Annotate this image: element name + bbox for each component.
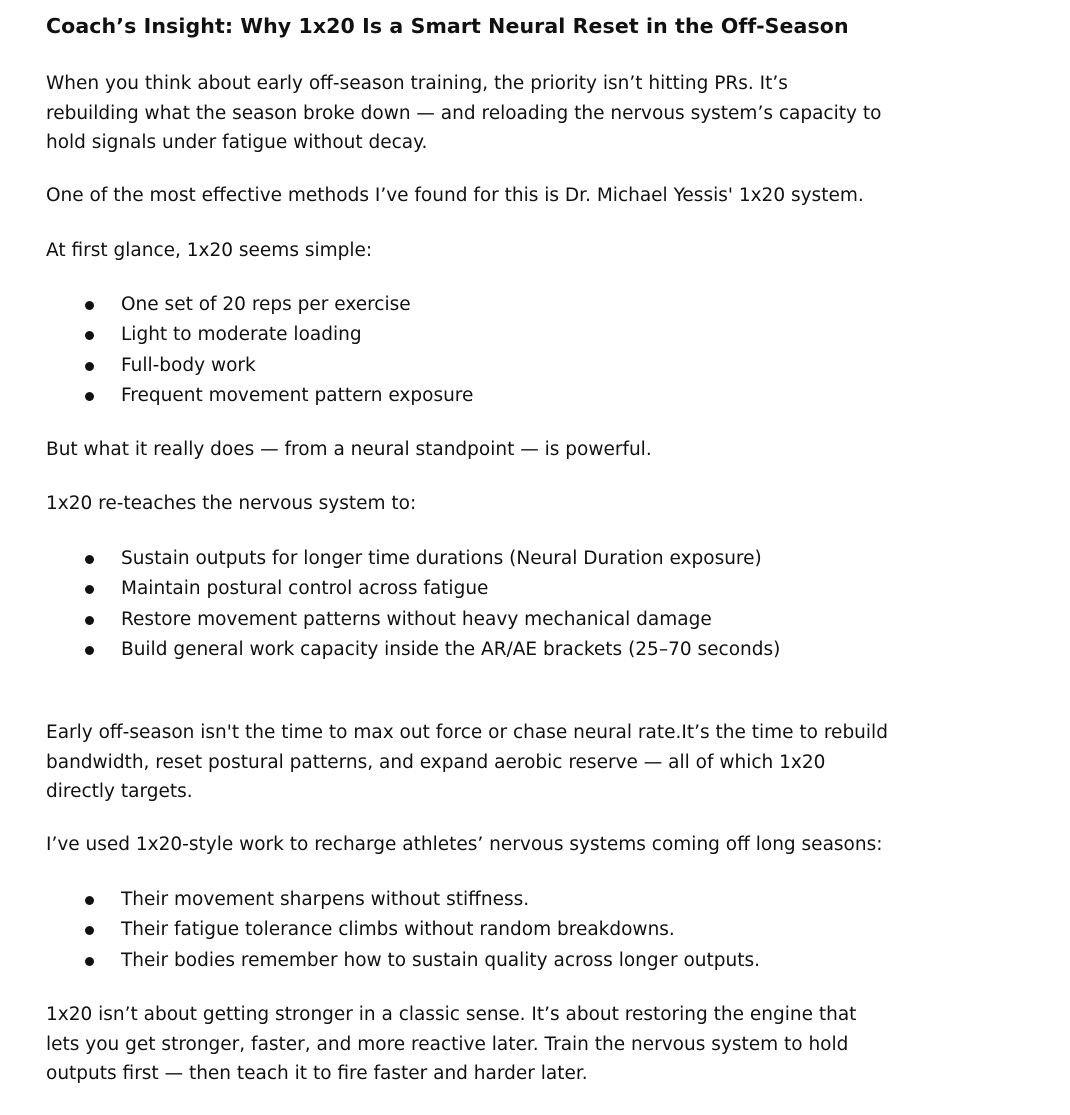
bullet-icon xyxy=(85,896,94,905)
intro-paragraph xyxy=(46,69,1036,158)
glance-paragraph: At first glance, 1x20 seems simple: xyxy=(46,240,373,261)
simple-features-list xyxy=(46,290,473,411)
closing-line-3: outputs first — then teach it to fire faster and harder later. xyxy=(46,1063,588,1084)
used-paragraph: I’ve used 1x20-style work to recharge athletes’ nervous systems coming off long seasons: xyxy=(46,834,883,855)
bullet-icon xyxy=(85,362,94,371)
powerful-paragraph: But what it really does — from a neural standpoint — is powerful. xyxy=(46,439,652,460)
early-offseason-paragraph xyxy=(46,718,1036,807)
list-item: Restore movement patterns without heavy mechanical damage xyxy=(46,605,780,635)
bullet-icon xyxy=(85,616,94,625)
list-item: Light to moderate loading xyxy=(46,320,473,350)
closing-paragraph xyxy=(46,1000,1036,1089)
early-line-1: Early off-season isn't the time to max out force or chase neural rate.It’s the time to rebuild xyxy=(46,722,888,743)
closing-line-2: lets you get stronger, faster, and more reactive later. Train the nervous system to hold xyxy=(46,1033,849,1055)
bullet-icon xyxy=(85,646,94,655)
reteaches-paragraph: 1x20 re-teaches the nervous system to: xyxy=(46,493,417,514)
article-title: Coach’s Insight: Why 1x20 Is a Smart Neural Reset in the Off-Season xyxy=(46,14,849,38)
list-item: Their movement sharpens without stiffness. xyxy=(46,885,760,915)
list-item: Maintain postural control across fatigue xyxy=(46,574,780,604)
closing-line-1: 1x20 isn’t about getting stronger in a classic sense. It’s about restoring the engine that xyxy=(46,1004,857,1025)
list-item: Their fatigue tolerance climbs without random breakdowns. xyxy=(46,915,760,945)
list-item: Their bodies remember how to sustain quality across longer outputs. xyxy=(46,946,760,976)
list-item: Build general work capacity inside the AR/AE brackets (25–70 seconds) xyxy=(46,635,780,665)
bullet-icon xyxy=(85,301,94,310)
bullet-icon xyxy=(85,555,94,564)
bullet-icon xyxy=(85,585,94,594)
neural-benefits-list xyxy=(46,544,780,665)
early-line-2: bandwidth, reset postural patterns, and expand aerobic reserve — all of which 1x20 xyxy=(46,751,826,773)
bullet-icon xyxy=(85,926,94,935)
bullet-icon xyxy=(85,392,94,401)
list-item: Full-body work xyxy=(46,351,473,381)
results-list xyxy=(46,885,760,976)
intro-line-3: hold signals under fatigue without decay. xyxy=(46,132,428,153)
bullet-icon xyxy=(85,957,94,966)
intro-line-2: rebuilding what the season broke down — and reloading the nervous system’s capacity to xyxy=(46,102,882,124)
method-paragraph: One of the most effective methods I’ve found for this is Dr. Michael Yessis' 1x20 system. xyxy=(46,185,864,206)
list-item: Frequent movement pattern exposure xyxy=(46,381,473,411)
early-line-3: directly targets. xyxy=(46,781,193,802)
intro-line-1: When you think about early off-season training, the priority isn’t hitting PRs. It’s xyxy=(46,73,788,94)
list-item: Sustain outputs for longer time durations (Neural Duration exposure) xyxy=(46,544,780,574)
bullet-icon xyxy=(85,331,94,340)
list-item: One set of 20 reps per exercise xyxy=(46,290,473,320)
